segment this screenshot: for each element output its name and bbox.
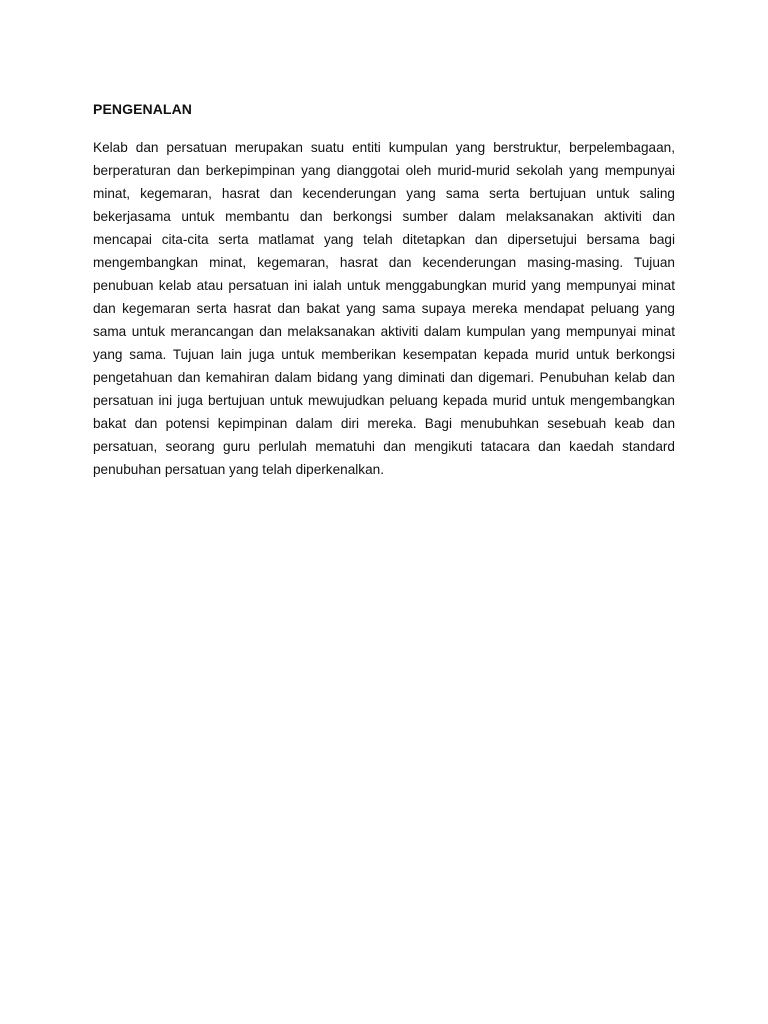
document-content <box>93 98 675 481</box>
body-paragraph: Kelab dan persatuan merupakan suatu entiti kumpulan yang berstruktur, berpelembagaan, berperaturan dan berkepimpinan yang dianggotai oleh murid-murid sekolah yang mempunyai minat, kegemaran, hasrat dan kecenderungan yang sama serta bertujuan untuk saling bekerjasama untuk membantu dan berkongsi sumber dalam melaksanakan aktiviti dan mencapai cita-cita serta matlamat yang telah ditetapkan dan dipersetujui bersama bagi mengembangkan minat, kegemaran, hasrat dan kecenderungan masing-masing. Tujuan penubuan kelab atau persatuan ini ialah untuk menggabungkan murid yang mempunyai minat dan kegemaran serta hasrat dan bakat yang sama supaya mereka mendapat peluang yang sama untuk merancangan dan melaksanakan aktiviti dalam kumpulan yang mempunyai minat yang sama. Tujuan lain juga untuk memberikan kesempatan kepada murid untuk berkongsi pengetahuan dan kemahiran dalam bidang yang diminati dan digemari. Penubuhan kelab dan persatuan ini juga bertujuan untuk mewujudkan peluang kepada murid untuk mengembangkan bakat dan potensi kepimpinan dalam diri mereka. Bagi menubuhkan sesebuah keab dan persatuan, seorang guru perlulah mematuhi dan mengikuti tatacara dan kaedah standard penubuhan persatuan yang telah diperkenalkan. <box>93 140 675 477</box>
section-heading: PENGENALAN <box>93 101 193 117</box>
